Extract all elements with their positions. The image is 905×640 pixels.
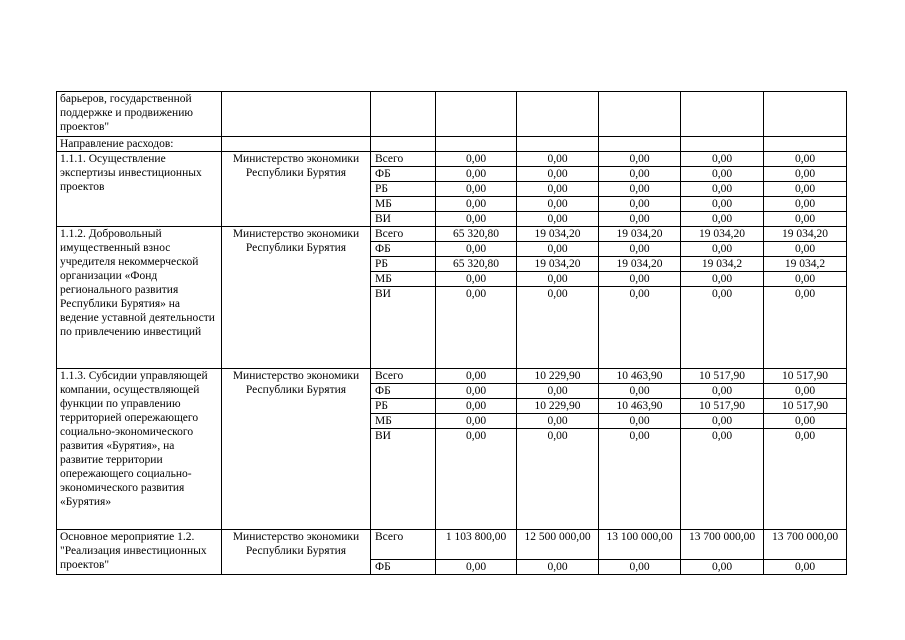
table-row [57, 92, 847, 137]
ministry-cell: Министерство экономики Республики Бурятия [222, 152, 371, 227]
funding-source-cell: ВИ [371, 429, 436, 530]
amount-cell: 0,00 [599, 242, 681, 257]
amount-cell: 0,00 [436, 384, 517, 399]
funding-source-cell: Всего [371, 152, 436, 167]
amount-cell: 0,00 [764, 287, 847, 369]
amount-cell [764, 137, 847, 152]
amount-cell: 19 034,20 [517, 257, 599, 272]
amount-cell [599, 92, 681, 137]
amount-cell: 0,00 [599, 429, 681, 530]
amount-cell: 0,00 [599, 212, 681, 227]
amount-cell: 0,00 [764, 167, 847, 182]
amount-cell: 0,00 [436, 167, 517, 182]
amount-cell: 0,00 [681, 182, 764, 197]
amount-cell [681, 92, 764, 137]
amount-cell: 0,00 [764, 429, 847, 530]
amount-cell [517, 92, 599, 137]
amount-cell: 0,00 [517, 197, 599, 212]
amount-cell: 0,00 [517, 560, 599, 575]
amount-cell: 13 700 000,00 [681, 530, 764, 560]
ministry-cell: Министерство экономики Республики Бурятия [222, 530, 371, 575]
table-row [57, 530, 847, 560]
amount-cell: 0,00 [436, 414, 517, 429]
amount-cell: 13 100 000,00 [599, 530, 681, 560]
item-name-cell: 1.1.2. Добровольный имущественный взнос учредителя некоммерческой организации «Фонд регионального развития Республики Бурятия» на ведение уставной деятельности по привлечению инвестиций [57, 227, 222, 369]
amount-cell: 0,00 [436, 242, 517, 257]
amount-cell: 65 320,80 [436, 257, 517, 272]
funding-source-cell: ФБ [371, 167, 436, 182]
funding-source-cell: РБ [371, 399, 436, 414]
amount-cell: 10 463,90 [599, 399, 681, 414]
funding-source-cell: Всего [371, 369, 436, 384]
amount-cell: 0,00 [681, 152, 764, 167]
amount-cell [436, 92, 517, 137]
amount-cell: 0,00 [681, 429, 764, 530]
amount-cell: 0,00 [436, 429, 517, 530]
amount-cell: 0,00 [517, 287, 599, 369]
funding-source-cell: МБ [371, 197, 436, 212]
amount-cell: 0,00 [436, 369, 517, 384]
budget-table [56, 91, 847, 575]
amount-cell: 0,00 [517, 212, 599, 227]
ministry-cell [222, 92, 371, 137]
amount-cell: 0,00 [436, 212, 517, 227]
amount-cell: 10 229,90 [517, 369, 599, 384]
amount-cell: 10 517,90 [764, 399, 847, 414]
funding-source-cell: Всего [371, 227, 436, 242]
amount-cell: 0,00 [681, 272, 764, 287]
amount-cell: 1 103 800,00 [436, 530, 517, 560]
item-name-cell: барьеров, государственной поддержке и продвижению проектов" [57, 92, 222, 137]
amount-cell: 0,00 [517, 272, 599, 287]
amount-cell: 0,00 [436, 399, 517, 414]
amount-cell: 0,00 [764, 560, 847, 575]
amount-cell: 0,00 [681, 560, 764, 575]
amount-cell [764, 92, 847, 137]
amount-cell: 0,00 [599, 287, 681, 369]
amount-cell: 0,00 [764, 152, 847, 167]
amount-cell: 0,00 [436, 152, 517, 167]
amount-cell: 0,00 [599, 272, 681, 287]
amount-cell: 0,00 [681, 384, 764, 399]
amount-cell: 19 034,20 [764, 227, 847, 242]
amount-cell: 0,00 [517, 429, 599, 530]
amount-cell: 0,00 [436, 272, 517, 287]
amount-cell: 0,00 [764, 242, 847, 257]
amount-cell: 0,00 [436, 182, 517, 197]
table-row [57, 137, 847, 152]
item-name-cell: Направление расходов: [57, 137, 222, 152]
amount-cell: 0,00 [599, 182, 681, 197]
amount-cell: 0,00 [764, 212, 847, 227]
table-row [57, 369, 847, 384]
amount-cell: 0,00 [764, 182, 847, 197]
amount-cell: 0,00 [764, 414, 847, 429]
funding-source-cell: ФБ [371, 242, 436, 257]
item-name-cell: 1.1.1. Осуществление экспертизы инвестиционных проектов [57, 152, 222, 227]
amount-cell [517, 137, 599, 152]
amount-cell: 19 034,20 [599, 257, 681, 272]
amount-cell: 0,00 [681, 287, 764, 369]
amount-cell: 0,00 [764, 197, 847, 212]
table-body [57, 92, 847, 575]
amount-cell: 19 034,2 [681, 257, 764, 272]
ministry-cell [222, 137, 371, 152]
funding-source-cell [371, 92, 436, 137]
amount-cell: 10 517,90 [681, 369, 764, 384]
funding-source-cell: ВИ [371, 212, 436, 227]
table-row [57, 152, 847, 167]
amount-cell: 19 034,2 [764, 257, 847, 272]
funding-source-cell: Всего [371, 530, 436, 560]
amount-cell [436, 137, 517, 152]
amount-cell: 0,00 [764, 384, 847, 399]
amount-cell: 0,00 [436, 197, 517, 212]
amount-cell: 10 463,90 [599, 369, 681, 384]
funding-source-cell: МБ [371, 272, 436, 287]
amount-cell: 0,00 [436, 287, 517, 369]
amount-cell: 12 500 000,00 [517, 530, 599, 560]
amount-cell: 0,00 [517, 167, 599, 182]
amount-cell: 65 320,80 [436, 227, 517, 242]
amount-cell [681, 137, 764, 152]
amount-cell: 10 517,90 [681, 399, 764, 414]
amount-cell: 0,00 [599, 197, 681, 212]
amount-cell: 10 229,90 [517, 399, 599, 414]
funding-source-cell: ФБ [371, 384, 436, 399]
amount-cell: 0,00 [599, 560, 681, 575]
amount-cell: 0,00 [517, 182, 599, 197]
amount-cell: 0,00 [681, 212, 764, 227]
amount-cell: 0,00 [681, 197, 764, 212]
item-name-cell: 1.1.3. Субсидии управляющей компании, осуществляющей функции по управлению территорией опережающего социально-экономического развития «Бурятия», на развитие территории опережающего социально-экономического развития «Бурятия» [57, 369, 222, 530]
amount-cell: 19 034,20 [517, 227, 599, 242]
funding-source-cell: РБ [371, 257, 436, 272]
amount-cell: 0,00 [436, 560, 517, 575]
table-row [57, 227, 847, 242]
amount-cell [599, 137, 681, 152]
amount-cell: 0,00 [517, 414, 599, 429]
item-name-cell: Основное мероприятие 1.2. "Реализация инвестиционных проектов" [57, 530, 222, 575]
ministry-cell: Министерство экономики Республики Бурятия [222, 369, 371, 530]
amount-cell: 0,00 [517, 152, 599, 167]
amount-cell: 0,00 [599, 167, 681, 182]
amount-cell: 0,00 [681, 414, 764, 429]
amount-cell: 0,00 [764, 272, 847, 287]
amount-cell: 0,00 [517, 384, 599, 399]
funding-source-cell: ВИ [371, 287, 436, 369]
amount-cell: 19 034,20 [681, 227, 764, 242]
funding-source-cell: МБ [371, 414, 436, 429]
funding-source-cell [371, 137, 436, 152]
amount-cell: 0,00 [599, 414, 681, 429]
amount-cell: 10 517,90 [764, 369, 847, 384]
amount-cell: 0,00 [599, 152, 681, 167]
ministry-cell: Министерство экономики Республики Бурятия [222, 227, 371, 369]
amount-cell: 0,00 [599, 384, 681, 399]
amount-cell: 0,00 [681, 167, 764, 182]
funding-source-cell: ФБ [371, 560, 436, 575]
amount-cell: 19 034,20 [599, 227, 681, 242]
amount-cell: 0,00 [681, 242, 764, 257]
amount-cell: 0,00 [517, 242, 599, 257]
amount-cell: 13 700 000,00 [764, 530, 847, 560]
funding-source-cell: РБ [371, 182, 436, 197]
